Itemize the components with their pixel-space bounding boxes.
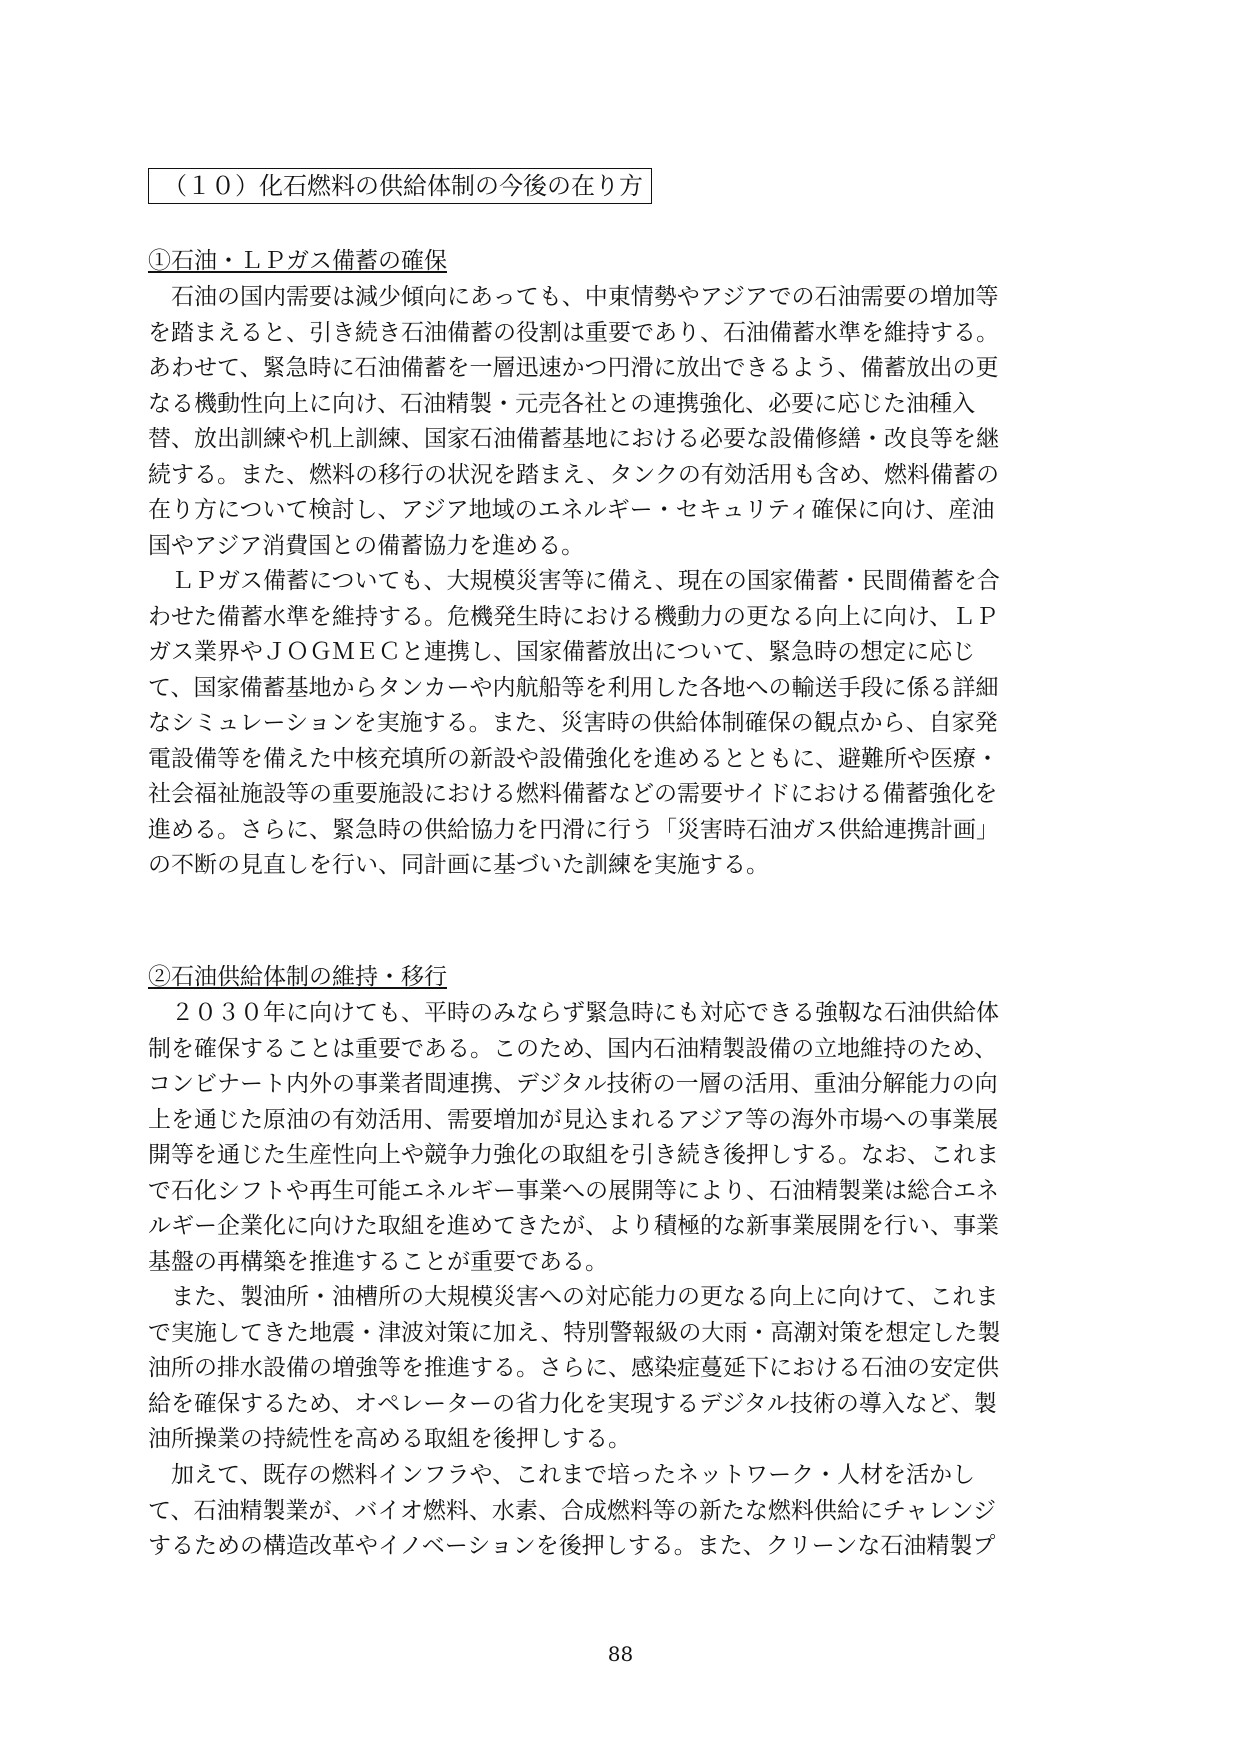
text-line: なシミュレーションを実施する。また、災害時の供給体制確保の観点から、自家発 bbox=[148, 710, 998, 736]
text-line: 上を通じた原油の有効活用、需要増加が見込まれるアジア等の海外市場への事業展 bbox=[148, 1106, 999, 1133]
text-line: また、製油所・油槽所の大規模災害への対応能力の更なる向上に向けて、これま bbox=[148, 1284, 999, 1310]
text-line: 国やアジア消費国との備蓄協力を進める。 bbox=[148, 532, 585, 559]
text-line: 社会福祉施設等の重要施設における燃料備蓄などの需要サイドにおける備蓄強化を bbox=[148, 781, 998, 807]
text-line: 加えて、既存の燃料インフラや、これまで培ったネットワーク・人材を活かし bbox=[148, 1462, 976, 1488]
section-title: （１０）化石燃料の供給体制の今後の在り方 bbox=[148, 168, 652, 204]
text-line: 在り方について検討し、アジア地域のエネルギー・セキュリティ確保に向け、産油 bbox=[148, 497, 995, 523]
paragraph-2-2 bbox=[148, 1280, 1088, 1458]
text-line: て、石油精製業が、バイオ燃料、水素、合成燃料等の新たな燃料供給にチャレンジ bbox=[148, 1497, 997, 1524]
text-line: て、国家備蓄基地からタンカーや内航船等を利用した各地への輸送手段に係る詳細 bbox=[148, 674, 999, 701]
subsection-heading-2: ②石油供給体制の維持・移行 bbox=[148, 964, 447, 990]
text-line: なる機動性向上に向け、石油精製・元売各社との連携強化、必要に応じた油種入 bbox=[148, 390, 976, 417]
text-line: 進める。さらに、緊急時の供給協力を円滑に行う「災害時石油ガス供給連携計画」 bbox=[148, 816, 999, 843]
text-line: ルギー企業化に向けた取組を進めてきたが、より積極的な新事業展開を行い、事業 bbox=[148, 1213, 999, 1239]
paragraph-2-3 bbox=[148, 1458, 1088, 1565]
paragraph-1-1 bbox=[148, 280, 1088, 564]
text-line: 給を確保するため、オペレーターの省力化を実現するデジタル技術の導入など、製 bbox=[148, 1390, 997, 1417]
text-line: 石油の国内需要は減少傾向にあっても、中東情勢やアジアでの石油需要の増加等 bbox=[148, 284, 999, 310]
text-line: で実施してきた地震・津波対策に加え、特別警報級の大雨・高潮対策を想定した製 bbox=[148, 1319, 1001, 1346]
text-line: 電設備等を備えた中核充填所の新設や設備強化を進めるとともに、避難所や医療・ bbox=[148, 745, 999, 772]
subsection-heading-1: ①石油・ＬＰガス備蓄の確保 bbox=[148, 248, 447, 274]
text-line: で石化シフトや再生可能エネルギー事業への展開等により、石油精製業は総合エネ bbox=[148, 1177, 999, 1204]
text-line: 開等を通じた生産性向上や競争力強化の取組を引き続き後押しする。なお、これま bbox=[148, 1142, 999, 1168]
text-line: あわせて、緊急時に石油備蓄を一層迅速かつ円滑に放出できるよう、備蓄放出の更 bbox=[148, 355, 999, 381]
paragraph-2-1 bbox=[148, 996, 1088, 1280]
text-line: ＬＰガス備蓄についても、大規模災害等に備え、現在の国家備蓄・民間備蓄を合 bbox=[148, 568, 1000, 594]
text-line: 油所の排水設備の増強等を推進する。さらに、感染症蔓延下における石油の安定供 bbox=[148, 1355, 999, 1381]
text-line: 制を確保することは重要である。このため、国内石油精製設備の立地維持のため、 bbox=[148, 1035, 998, 1062]
text-line: 替、放出訓練や机上訓練、国家石油備蓄基地における必要な設備修繕・改良等を継 bbox=[148, 426, 999, 452]
text-line: の不断の見直しを行い、同計画に基づいた訓練を実施する。 bbox=[148, 852, 769, 878]
text-line: するための構造改革やイノベーションを後押しする。また、クリーンな石油精製プ bbox=[148, 1533, 996, 1559]
text-line: ガス業界やＪＯＧＭＥＣと連携し、国家備蓄放出について、緊急時の想定に応じ bbox=[148, 639, 976, 665]
text-line: わせた備蓄水準を維持する。危機発生時における機動力の更なる向上に向け、ＬＰ bbox=[148, 603, 999, 630]
page-number: 88 bbox=[607, 1642, 634, 1666]
text-line: ２０３０年に向けても、平時のみならず緊急時にも対応できる強靱な石油供給体 bbox=[148, 1000, 999, 1026]
text-line: 油所操業の持続性を高める取組を後押しする。 bbox=[148, 1426, 631, 1452]
text-line: コンビナート内外の事業者間連携、デジタル技術の一層の活用、重油分解能力の向 bbox=[148, 1071, 998, 1097]
text-line: 続する。また、燃料の移行の状況を踏まえ、タンクの有効活用も含め、燃料備蓄の bbox=[148, 461, 999, 488]
text-line: 基盤の再構築を推進することが重要である。 bbox=[148, 1248, 608, 1275]
text-line: を踏まえると、引き続き石油備蓄の役割は重要であり、石油備蓄水準を維持する。 bbox=[148, 319, 999, 346]
paragraph-1-2 bbox=[148, 564, 1088, 884]
